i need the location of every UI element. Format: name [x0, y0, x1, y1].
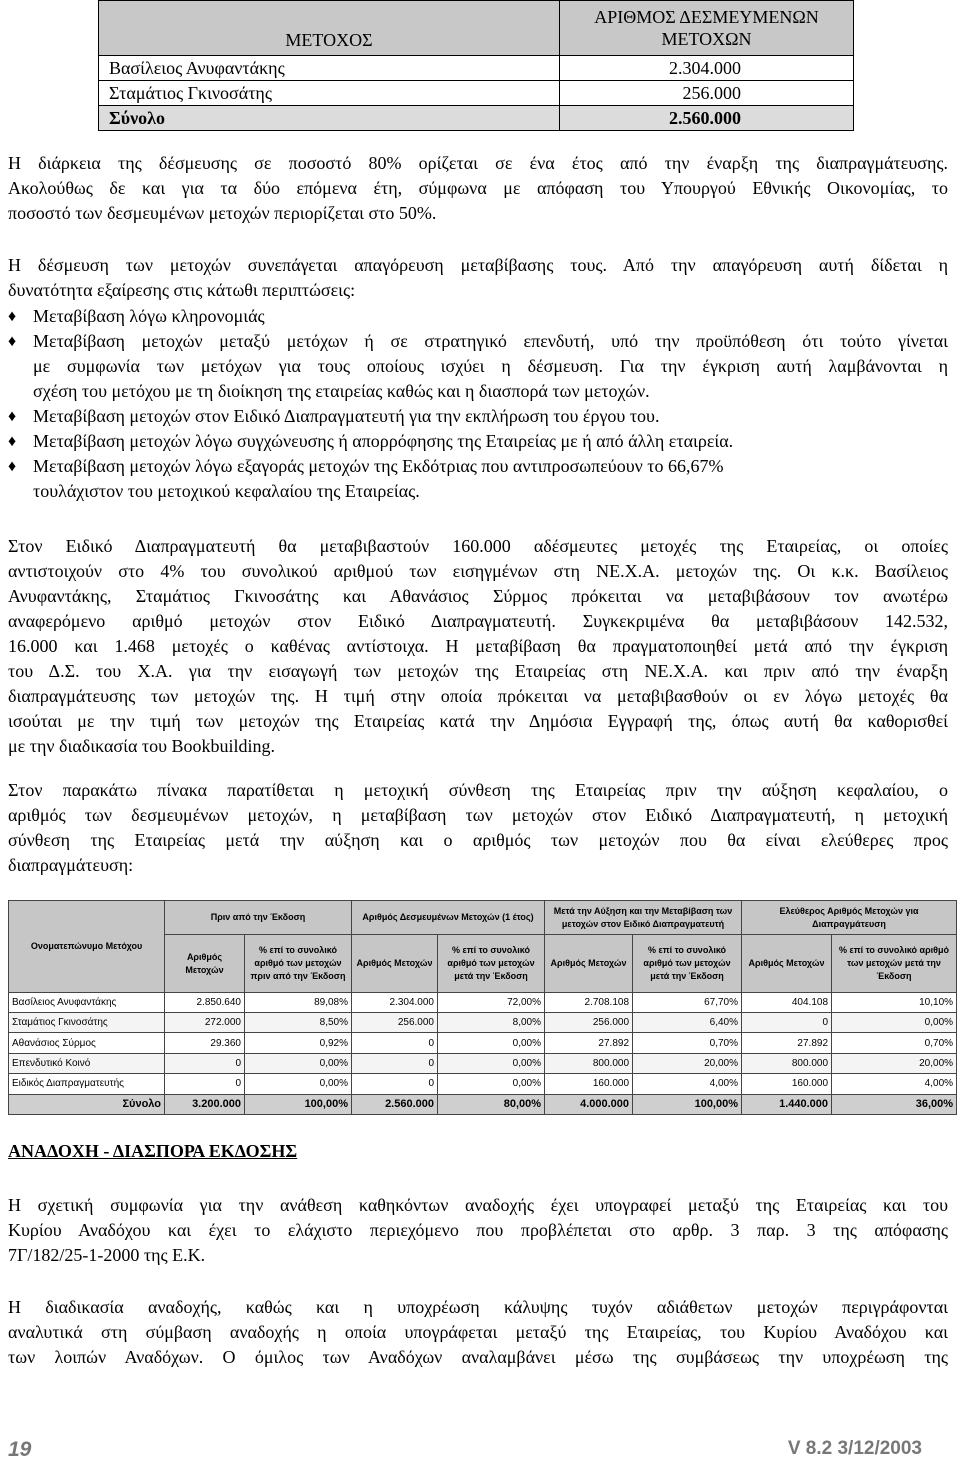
shareholder-name: Σταμάτιος Γκινοσάτης	[99, 81, 560, 106]
share-composition-table	[8, 900, 957, 1115]
subheader: % επί το συνολικό αριθμό των μετοχών μετά την Έκδοση	[438, 935, 545, 992]
cell: 4,00%	[633, 1074, 742, 1094]
locked-shares-value: 256.000	[560, 81, 854, 106]
cell: 20,00%	[832, 1053, 957, 1073]
text-line: 7Γ/182/25-1-2000 της Ε.Κ.	[8, 1245, 206, 1265]
section-heading: ΑΝΑΔΟΧΗ - ΔΙΑΣΠΟΡΑ ΕΚΔΟΣΗΣ	[8, 1141, 298, 1161]
table-total-row	[99, 106, 854, 131]
header-group-locked: Αριθμός Δεσμευμένων Μετοχών (1 έτος)	[352, 901, 545, 935]
locked-shares-value: 2.304.000	[560, 56, 854, 81]
cell: 100,00%	[245, 1094, 352, 1114]
cell: 0,00%	[438, 1053, 545, 1073]
list-item-text: σχέση του μετόχου με τη διοίκηση της εταιρείας καθώς και η διασπορά των μετοχών.	[33, 381, 650, 401]
subheader: % επί το συνολικό αριθμό των μετοχών μετά την Έκδοση	[633, 935, 742, 992]
paragraph-market-maker	[8, 534, 948, 759]
list-item-text: Μεταβίβαση μετοχών λόγω εξαγοράς μετοχών της Εκδότριας που αντιπροσωπεύουν το 66,67%	[33, 456, 724, 476]
paragraph-lockup-duration	[8, 151, 948, 226]
table-group-header-row	[9, 901, 957, 935]
cell: 27.892	[545, 1033, 633, 1053]
cell: 160.000	[742, 1074, 832, 1094]
text-line: Ακολούθως δε και για τα δύο επόμενα έτη, σύμφωνα με απόφαση του Υπουργού Εθνικής Οικονομίας, το	[8, 178, 948, 198]
cell: 2.850.640	[165, 992, 245, 1012]
shareholders-table	[98, 0, 854, 131]
list-item	[8, 454, 948, 504]
cell: 80,00%	[438, 1094, 545, 1114]
subheader: % επί το συνολικό αριθμό των μετοχών πριν από την Έκδοση	[245, 935, 352, 992]
text-line: Η διαδικασία αναδοχής, καθώς και η υποχρέωση κάλυψης τυχόν αδιάθετων μετοχών περιγράφονται	[8, 1297, 948, 1317]
table-row	[9, 1074, 957, 1094]
cell: 2.560.000	[352, 1094, 438, 1114]
text-line: Στον Ειδικό Διαπραγματευτή θα μεταβιβαστούν 160.000 αδέσμευτες μετοχές της Εταιρείας, οι οποίες	[8, 536, 948, 556]
cell: 0,00%	[245, 1053, 352, 1073]
cell: 0,70%	[633, 1033, 742, 1053]
cell: 2.304.000	[352, 992, 438, 1012]
cell: 4,00%	[832, 1074, 957, 1094]
cell: 404.108	[742, 992, 832, 1012]
cell: 3.200.000	[165, 1094, 245, 1114]
list-item	[8, 429, 948, 454]
table-row	[99, 81, 854, 106]
cell: 8,00%	[438, 1013, 545, 1033]
cell: Αθανάσιος Σύρμος	[9, 1033, 165, 1053]
text-line: Η σχετική συμφωνία για την ανάθεση καθηκόντων αναδοχής έχει υπογραφεί μεταξύ της Εταιρείας και του	[8, 1195, 948, 1215]
header-shareholder-name: Ονοματεπώνυμο Μετόχου	[9, 901, 165, 993]
text-line: διαπραγμάτευσης των μετοχών της. Η τιμή στην οποία πρόκειται να μεταβιβασθούν οι εν λόγω μετοχές θα	[8, 686, 948, 706]
exceptions-list	[8, 304, 948, 504]
text-line: Στον παρακάτω πίνακα παρατίθεται η μετοχική σύνθεση της Εταιρείας πριν την αύξηση κεφαλαίου, ο	[8, 780, 948, 800]
subheader: Αριθμός Μετοχών	[165, 935, 245, 992]
subheader: Αριθμός Μετοχών	[742, 935, 832, 992]
cell: 0	[165, 1053, 245, 1073]
list-item-text: τουλάχιστον του μετοχικού κεφαλαίου της Εταιρείας.	[33, 481, 420, 501]
cell: 800.000	[742, 1053, 832, 1073]
diamond-bullet-icon: ♦	[8, 433, 17, 450]
cell: 67,70%	[633, 992, 742, 1012]
page-number: 19	[8, 1438, 32, 1461]
subheader: % επί το συνολικό αριθμό των μετοχών μετά την Έκδοση	[832, 935, 957, 992]
cell: 8,50%	[245, 1013, 352, 1033]
table-row	[9, 1033, 957, 1053]
cell: 256.000	[352, 1013, 438, 1033]
text-line: σύνθεση της Εταιρείας μετά την αύξηση και ο αριθμός των μετοχών που θα είναι ελεύθερες προς	[8, 830, 948, 850]
cell: 0	[742, 1013, 832, 1033]
cell: Επενδυτικό Κοινό	[9, 1053, 165, 1073]
header-group-after-increase: Μετά την Αύξηση και την Μεταβίβαση των μετοχών στον Ειδικό Διαπραγματευτή	[545, 901, 742, 935]
cell: Ειδικός Διαπραγματευτής	[9, 1074, 165, 1094]
cell: 27.892	[742, 1033, 832, 1053]
cell: 10,10%	[832, 992, 957, 1012]
text-line: του Δ.Σ. του Χ.Α. για την εισαγωγή των μετοχών της Εταιρείας στη ΝΕ.Χ.Α. και πριν από την έναρξη	[8, 661, 948, 681]
cell: 800.000	[545, 1053, 633, 1073]
text-line: Κυρίου Αναδόχου και έχει το ελάχιστο περιεχόμενο που προβλέπεται στο αρθρ. 3 παρ. 3 της απόφασης	[8, 1220, 948, 1240]
cell: 0,00%	[438, 1074, 545, 1094]
cell: 29.360	[165, 1033, 245, 1053]
text-line: αριθμός των δεσμευμένων μετοχών, η μεταβίβαση των μετοχών στον Ειδικό Διαπραγματευτή, η μετοχική	[8, 805, 948, 825]
cell: 0,00%	[438, 1033, 545, 1053]
cell: 20,00%	[633, 1053, 742, 1073]
table-row	[99, 56, 854, 81]
cell: 0,92%	[245, 1033, 352, 1053]
list-item-text: Μεταβίβαση λόγω κληρονομιάς	[33, 306, 265, 326]
diamond-bullet-icon: ♦	[8, 458, 17, 475]
cell: Σταμάτιος Γκινοσάτης	[9, 1013, 165, 1033]
text-line: διαπραγμάτευση:	[8, 855, 134, 875]
cell: 0	[352, 1053, 438, 1073]
table-row	[9, 1053, 957, 1073]
cell: 272.000	[165, 1013, 245, 1033]
cell: 0	[165, 1074, 245, 1094]
diamond-bullet-icon: ♦	[8, 408, 17, 425]
cell: 1.440.000	[742, 1094, 832, 1114]
text-line: δυνατότητα εξαίρεσης στις κάτωθι περιπτώσεις:	[8, 280, 356, 300]
text-line: Ανυφαντάκης, Σταμάτιος Γκινοσάτης και Αθανάσιος Σύρμος πρόκειται να μεταβιβάσουν τον ανωτέρω	[8, 586, 948, 606]
table-total-row	[9, 1094, 957, 1114]
cell: 36,00%	[832, 1094, 957, 1114]
paragraph-table-intro	[8, 778, 948, 878]
paragraph-underwriting-process	[8, 1295, 948, 1370]
cell: 72,00%	[438, 992, 545, 1012]
text-line: με την διαδικασία του Bookbuilding.	[8, 736, 276, 756]
cell: 0,70%	[832, 1033, 957, 1053]
text-line: αντιστοιχούν στο 4% του συνολικού αριθμού των εισηγμένων στη ΝΕ.Χ.Α. μετοχών της. Οι κ.κ. Βασίλειος	[8, 561, 948, 581]
cell: 0	[352, 1074, 438, 1094]
subheader: Αριθμός Μετοχών	[545, 935, 633, 992]
cell: Σύνολο	[9, 1094, 165, 1114]
shareholders-table-header	[99, 1, 854, 56]
header-shareholder: ΜΕΤΟΧΟΣ	[99, 1, 560, 56]
text-line: 16.000 και 1.468 μετοχές ο καθένας αντίστοιχα. Η μεταβίβαση θα πραγματοποιηθεί μετά από την έγκριση	[8, 636, 948, 656]
list-item-text: Μεταβίβαση μετοχών λόγω συγχώνευσης ή απορρόφησης της Εταιρείας με ή από άλλη εταιρεία.	[33, 431, 734, 451]
list-item-text: Μεταβίβαση μετοχών στον Ειδικό Διαπραγματευτή για την εκπλήρωση του έργου του.	[33, 406, 660, 426]
text-line: αναφερόμενο αριθμό μετοχών στον Ειδικό Διαπραγματευτή. Συγκεκριμένα θα μεταβιβάσουν 142.532,	[8, 611, 948, 631]
cell: 0,00%	[832, 1013, 957, 1033]
cell: 0,00%	[245, 1074, 352, 1094]
header-locked-shares: ΑΡΙΘΜΟΣ ΔΕΣΜΕΥΜΕΝΩΝ ΜΕΤΟΧΩΝ	[560, 1, 854, 56]
list-item	[8, 404, 948, 429]
text-line: Η δέσμευση των μετοχών συνεπάγεται απαγόρευση μεταβίβασης τους. Από την απαγόρευση αυτή δίδεται η	[8, 255, 948, 275]
cell: Βασίλειος Ανυφαντάκης	[9, 992, 165, 1012]
list-item-text: Μεταβίβαση μετοχών μεταξύ μετόχων ή σε στρατηγικό επενδυτή, υπό την προϋπόθεση ότι τούτο γίνεται	[33, 331, 948, 351]
subheader: Αριθμός Μετοχών	[352, 935, 438, 992]
header-group-before-issue: Πριν από την Έκδοση	[165, 901, 352, 935]
cell: 2.708.108	[545, 992, 633, 1012]
cell: 89,08%	[245, 992, 352, 1012]
table-row	[9, 1013, 957, 1033]
list-item-text: με συμφωνία των μετόχων για τους οποίους ισχύει η δέσμευση. Για την έγκριση αυτή λαμβάνονται η	[33, 356, 948, 376]
text-line: Η διάρκεια της δέσμευσης σε ποσοστό 80% ορίζεται σε ένα έτος από την έναρξη της διαπραγμάτευσης.	[8, 153, 948, 173]
paragraph-underwriting-agreement	[8, 1193, 948, 1268]
version-label: V 8.2 3/12/2003	[787, 1438, 922, 1459]
total-label: Σύνολο	[99, 106, 560, 131]
list-item	[8, 304, 948, 329]
cell: 4.000.000	[545, 1094, 633, 1114]
list-item	[8, 329, 948, 404]
diamond-bullet-icon: ♦	[8, 333, 17, 350]
paragraph-transfer-ban	[8, 253, 948, 303]
cell: 6,40%	[633, 1013, 742, 1033]
header-group-free-float: Ελεύθερος Αριθμός Μετοχών για Διαπραγμάτευση	[742, 901, 957, 935]
text-line: των λοιπών Αναδόχων. Ο όμιλος των Αναδόχων αναλαμβάνει μέσω της συμβάσεως την υποχρέωση της	[8, 1347, 948, 1367]
text-line: ποσοστό των δεσμευμένων μετοχών περιορίζεται στο 50%.	[8, 203, 437, 223]
cell: 256.000	[545, 1013, 633, 1033]
table-row	[9, 992, 957, 1012]
cell: 0	[352, 1033, 438, 1053]
shareholder-name: Βασίλειος Ανυφαντάκης	[99, 56, 560, 81]
text-line: αναλυτικά στη σύμβαση αναδοχής η οποία υπογράφεται μεταξύ της Εταιρείας, του Κυρίου Αναδόχου και	[8, 1322, 948, 1342]
diamond-bullet-icon: ♦	[8, 308, 17, 325]
cell: 100,00%	[633, 1094, 742, 1114]
cell: 160.000	[545, 1074, 633, 1094]
total-value: 2.560.000	[560, 106, 854, 131]
text-line: ισούται με την τιμή των μετοχών της Εταιρείας κατά την Δημόσια Εγγραφή της, όπως αυτή θα καθορισθεί	[8, 711, 948, 731]
